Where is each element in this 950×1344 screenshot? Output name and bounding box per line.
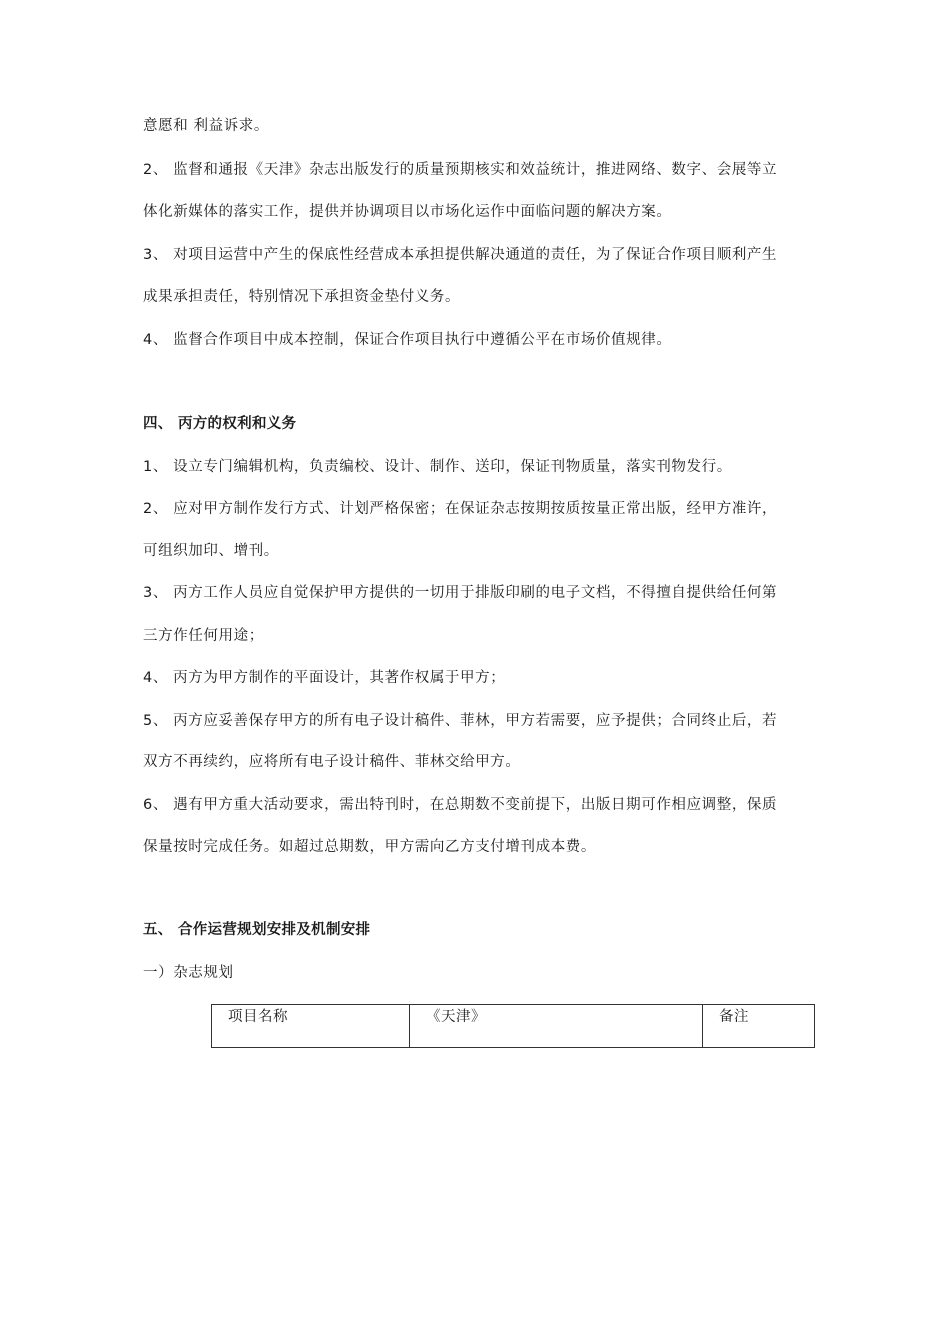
paragraph-line: 2、 监督和通报《天津》杂志出版发行的质量预期核实和效益统计，推进网络、数字、会展等立 [143, 162, 778, 178]
paragraph-line: 1、 设立专门编辑机构，负责编校、设计、制作、送印，保证刊物质量，落实刊物发行。 [143, 459, 732, 475]
paragraph-line: 3、 丙方工作人员应自觉保护甲方提供的一切用于排版印刷的电子文档，不得擅自提供给任何第 [143, 585, 778, 601]
paragraph-line: 双方不再续约，应将所有电子设计稿件、菲林交给甲方。 [143, 754, 521, 770]
table-row [212, 1005, 815, 1048]
paragraph-line: 三方作任何用途； [143, 628, 264, 644]
paragraph-line: 5、 丙方应妥善保存甲方的所有电子设计稿件、菲林，甲方若需要，应予提供；合同终止后，若 [143, 713, 778, 729]
table-cell-remarks: 备注 [703, 1005, 815, 1048]
paragraph-line: 保量按时完成任务。如超过总期数，甲方需向乙方支付增刊成本费。 [143, 839, 596, 855]
subsection-heading: 一）杂志规划 [143, 965, 234, 981]
paragraph-line: 可组织加印、增刊。 [143, 543, 279, 559]
section-heading-4: 四、 丙方的权利和义务 [143, 416, 297, 432]
paragraph-line: 6、 遇有甲方重大活动要求，需出特刊时，在总期数不变前提下，出版日期可作相应调整，保质 [143, 797, 778, 813]
section-heading-5: 五、 合作运营规划安排及机制安排 [143, 922, 371, 938]
paragraph-line: 意愿和 利益诉求。 [143, 118, 270, 134]
paragraph-line: 2、 应对甲方制作发行方式、计划严格保密；在保证杂志按期按质按量正常出版，经甲方准许， [143, 501, 778, 517]
paragraph-line: 体化新媒体的落实工作，提供并协调项目以市场化运作中面临问题的解决方案。 [143, 204, 672, 220]
paragraph-line: 4、 丙方为甲方制作的平面设计，其著作权属于甲方； [143, 670, 506, 686]
paragraph-line: 3、 对项目运营中产生的保底性经营成本承担提供解决通道的责任，为了保证合作项目顺利产生 [143, 247, 778, 263]
paragraph-line: 4、 监督合作项目中成本控制，保证合作项目执行中遵循公平在市场价值规律。 [143, 332, 672, 348]
paragraph-line: 成果承担责任，特别情况下承担资金垫付义务。 [143, 289, 461, 305]
table-cell-project-value: 《天津》 [410, 1005, 703, 1048]
magazine-plan-table [211, 1004, 815, 1048]
table-cell-project-name: 项目名称 [212, 1005, 410, 1048]
